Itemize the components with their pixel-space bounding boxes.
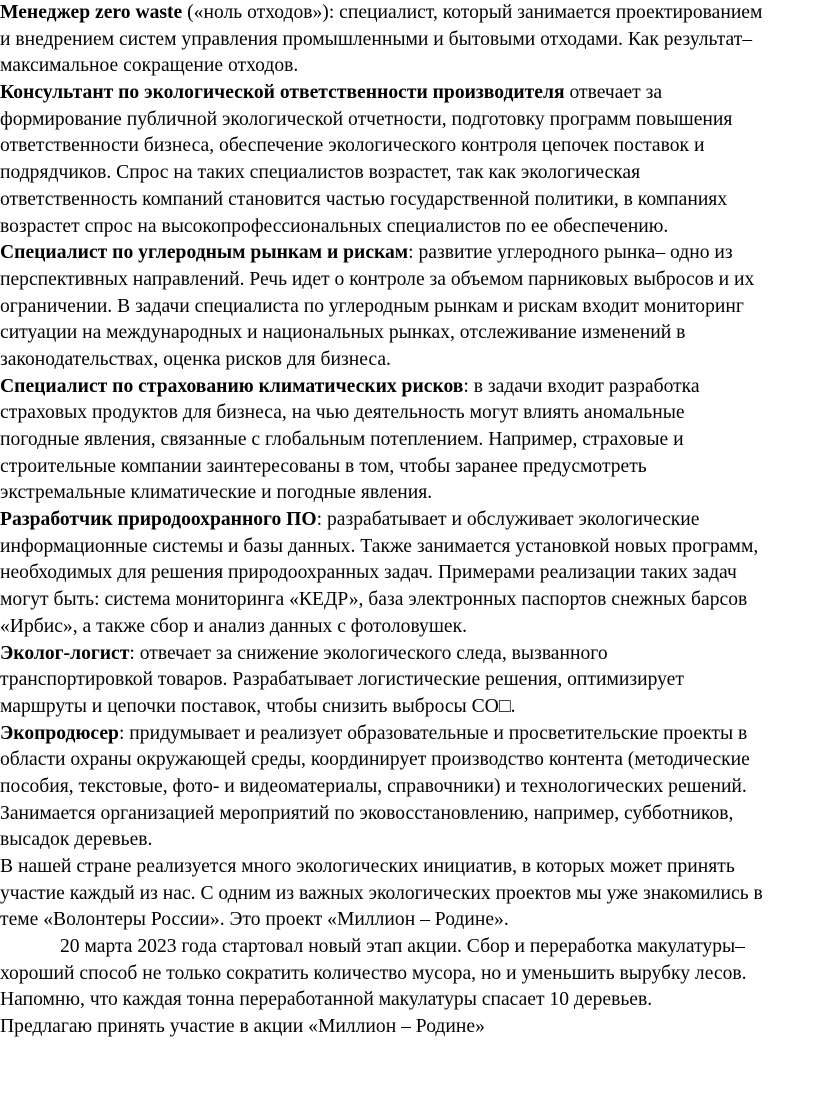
text-run: («ноль отходов»): специалист, который занимается проектированием	[182, 2, 763, 23]
bold-term: Специалист по страхованию климатических рисков	[0, 375, 464, 397]
text-line	[0, 747, 816, 774]
text-run: погодные явления, связанные с глобальным потеплением. Например, страховые и	[0, 429, 684, 450]
text-run: транспортировкой товаров. Разрабатывает логистические решения, оптимизирует	[0, 669, 684, 691]
bold-term: Экопродюсер	[0, 722, 119, 744]
text-run: области охраны окружающей среды, координирует производство контента (методические	[0, 749, 750, 771]
paragraph-eco-responsibility	[0, 80, 816, 240]
text-run: хороший способ не только сократить количество мусора, но и уменьшить вырубку лесов.	[0, 962, 747, 984]
text-line	[0, 427, 816, 454]
text-run: участие каждый из нас. С одним из важных экологических проектов мы уже знакомились в	[0, 882, 763, 904]
text-line	[0, 320, 816, 347]
text-line	[0, 27, 816, 54]
text-run: : отвечает за снижение экологического следа, вызванного	[129, 642, 608, 664]
bold-term: Консультант по экологической ответственности производителя	[0, 82, 565, 104]
bold-term: Эколог-логист	[0, 642, 130, 664]
text-line	[0, 560, 816, 587]
text-run: возрастет спрос на высокопрофессиональных специалистов по ее обеспечению.	[0, 215, 669, 237]
text-run: могут быть: система мониторинга «КЕДР», база электронных паспортов снежных барсов	[0, 589, 748, 611]
text-run: пособия, текстовые, фото- и видеоматериалы, справочники) и технологических решений.	[0, 775, 747, 797]
text-line	[0, 801, 816, 828]
text-line	[0, 507, 816, 534]
text-line	[0, 267, 816, 294]
text-line	[0, 854, 816, 881]
text-line	[0, 827, 816, 854]
text-run: подрядчиков. Спрос на таких специалистов возрастет, так как экологическая	[0, 162, 641, 184]
bold-term: Менеджер zero waste	[0, 2, 183, 23]
text-line	[0, 614, 816, 641]
text-line	[0, 0, 816, 27]
text-run: законодательствах, оценка рисков для бизнеса.	[0, 348, 391, 370]
text-run: Напомню, что каждая тонна переработанной макулатуры спасает 10 деревьев.	[0, 989, 653, 1011]
text-line	[0, 774, 816, 801]
text-line	[0, 587, 816, 614]
text-run: Занимается организацией мероприятий по эковосстановлению, например, субботников,	[0, 802, 734, 824]
text-line	[0, 881, 816, 908]
text-line	[0, 80, 816, 107]
text-run: ограничении. В задачи специалиста по углеродным рынкам и рискам входит мониторинг	[0, 295, 744, 317]
text-run: экстремальные климатические и погодные явления.	[0, 482, 433, 504]
text-run: необходимых для решения природоохранных задач. Примерами реализации таких задач	[0, 562, 737, 584]
text-run: 20 марта 2023 года стартовал новый этап акции. Сбор и переработка макулатуры–	[60, 936, 745, 958]
text-run: : придумывает и реализует образовательные и просветительские проекты в	[118, 722, 748, 744]
bold-term: Специалист по углеродным рынкам и рискам	[0, 242, 409, 264]
text-run: ситуации на международных и национальных рынках, отслеживание изменений в	[0, 322, 686, 344]
text-line	[0, 667, 816, 694]
text-run: высадок деревьев.	[0, 829, 153, 851]
text-line	[0, 534, 816, 561]
paragraph-climate-insurance	[0, 374, 816, 507]
text-line	[0, 961, 816, 988]
text-line	[0, 160, 816, 187]
text-run: ответственности бизнеса, обеспечение экологического контроля цепочек поставок и	[0, 135, 705, 157]
text-run: страховых продуктов для бизнеса, на чью деятельность могут влиять аномальные	[0, 402, 685, 424]
text-run: теме «Волонтеры России». Это проект «Миллион – Родине».	[0, 909, 509, 931]
text-line	[0, 240, 816, 267]
text-line	[0, 133, 816, 160]
text-run: формирование публичной экологической отчетности, подготовку программ повышения	[0, 108, 733, 130]
text-run: максимальное сокращение отходов.	[0, 55, 299, 77]
text-line	[0, 934, 816, 961]
text-run: строительные компании заинтересованы в том, чтобы заранее предусмотреть	[0, 455, 647, 477]
text-run: перспективных направлений. Речь идет о контроле за объемом парниковых выбросов и их	[0, 268, 755, 290]
text-line	[0, 1014, 816, 1041]
paragraph-eco-logistics	[0, 641, 816, 721]
paragraph-initiatives	[0, 854, 816, 934]
text-run: маршруты и цепочки поставок, чтобы снизить выбросы CO□.	[0, 695, 516, 717]
text-run: Предлагаю принять участие в акции «Миллион – Родине»	[0, 1016, 485, 1038]
paragraph-zero-waste	[0, 0, 816, 80]
text-line	[0, 187, 816, 214]
text-line	[0, 987, 816, 1014]
paragraph-eco-producer	[0, 721, 816, 854]
text-line	[0, 107, 816, 134]
paragraph-carbon-markets	[0, 240, 816, 373]
text-run: информационные системы и базы данных. Также занимается установкой новых программ,	[0, 535, 759, 557]
text-line	[0, 53, 816, 80]
text-line	[0, 454, 816, 481]
text-line	[0, 480, 816, 507]
text-line	[0, 641, 816, 668]
text-run: : в задачи входит разработка	[463, 375, 700, 397]
text-run: и внедрением систем управления промышленными и бытовыми отходами. Как результат–	[0, 28, 753, 50]
text-line	[0, 400, 816, 427]
text-run: ответственность компаний становится частью государственной политики, в компаниях	[0, 188, 728, 210]
text-run: : разрабатывает и обслуживает экологические	[316, 509, 700, 531]
text-line	[0, 721, 816, 748]
bold-term: Разработчик природоохранного ПО	[0, 509, 317, 531]
text-run: отвечает за	[564, 82, 663, 104]
text-run: : развитие углеродного рынка– одно из	[408, 242, 733, 264]
paragraph-campaign	[0, 934, 816, 1041]
text-line	[0, 347, 816, 374]
text-run: В нашей стране реализуется много экологических инициатив, в которых может принять	[0, 856, 735, 877]
text-line	[0, 214, 816, 241]
paragraph-eco-software	[0, 507, 816, 640]
text-line	[0, 907, 816, 934]
text-line	[0, 294, 816, 321]
text-line	[0, 694, 816, 721]
text-run: «Ирбис», а также сбор и анализ данных с фотоловушек.	[0, 615, 468, 637]
text-line	[0, 374, 816, 401]
